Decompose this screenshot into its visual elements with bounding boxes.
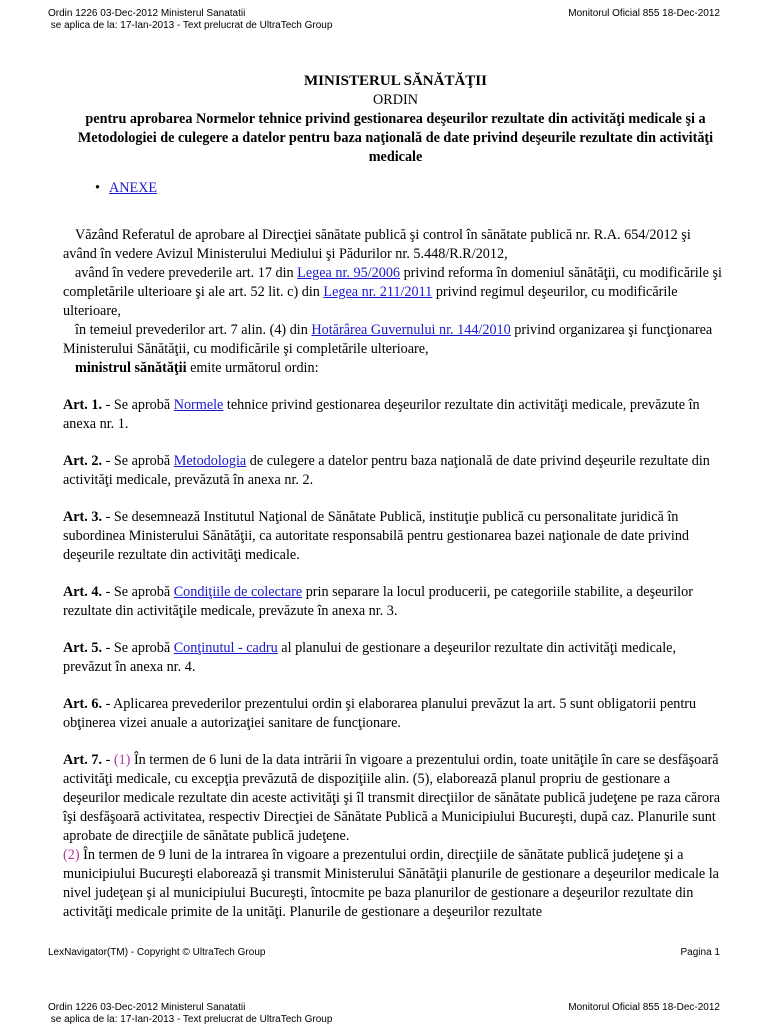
link-legea-95-2006[interactable]: Legea nr. 95/2006 bbox=[297, 265, 401, 281]
page-header-left bbox=[48, 8, 332, 32]
link-legea-211-2011[interactable]: Legea nr. 211/2011 bbox=[323, 284, 433, 300]
article-2 bbox=[63, 452, 728, 490]
article-label: Art. 6. bbox=[63, 696, 103, 712]
article-7-para-1 bbox=[63, 751, 728, 846]
ministry-title: MINISTERUL SĂNĂTĂŢII bbox=[304, 73, 487, 89]
article-1 bbox=[63, 396, 728, 434]
page-footer bbox=[48, 947, 720, 958]
header-applies-from: se aplica de la: 17-Ian-2013 - Text prelucrat de UltraTech Group bbox=[48, 1014, 333, 1025]
document-body bbox=[63, 72, 728, 940]
article-3 bbox=[63, 508, 728, 565]
link-hg-144-2010[interactable]: Hotărârea Guvernului nr. 144/2010 bbox=[311, 322, 511, 338]
article-label: Art. 3. bbox=[63, 509, 103, 525]
footer-page-number: Pagina 1 bbox=[680, 947, 720, 958]
document-subject: pentru aprobarea Normelor tehnice privind gestionarea deşeurilor rezultate din activităţi medicale şi a Metodologiei de culegere a datelor pentru baza naţională de date privind deşeurile rezultate din activităţi medicale bbox=[77, 111, 714, 165]
article-text: În termen de 9 luni de la intrarea în vigoare a prezentului ordin, direcţiile de sănătate publică judeţene şi a municipiului Bucureşti elaborează şi transmit Ministerului Sănătăţii planurile de gestionare a deşeurilor medicale la nivel judeţean şi al municipiului Bucureşti, întocmite pe baza planurilor de gestionare a deşeurilor rezultate din activităţi medicale primite de la unităţi. Planurile de gestionare a deşeurilor rezultate bbox=[63, 847, 719, 920]
article-label: Art. 7. bbox=[63, 752, 103, 768]
preamble-text: în temeiul prevederilor art. 7 alin. (4) din bbox=[75, 322, 312, 338]
article-label: Art. 5. bbox=[63, 640, 103, 656]
preamble-minister bbox=[63, 359, 728, 378]
paragraph-number: (1) bbox=[113, 752, 131, 768]
preamble-hg bbox=[63, 321, 728, 359]
article-text: În termen de 6 luni de la data intrării în vigoare a prezentului ordin, toate unităţile în care se desfăşoară activităţi medicale, cu excepţia prevăzută de dispoziţiile alin. (5), elaborează planul propriu de gestionare a deşeurilor medicale rezultate din aceste activităţi şi îl transmit direcţiilor de sănătate publică judeţene pe raza cărora îşi desfăşoară activitatea, respectiv Direcţiei de Sănătate Publică a Municipiului Bucureşti, după caz. Planurile sunt aprobate de direcţiile de sănătate publică judeţene. bbox=[63, 752, 721, 844]
next-page-header-monitor: Monitorul Oficial 855 18-Dec-2012 bbox=[568, 1002, 720, 1013]
article-6 bbox=[63, 695, 728, 733]
document-type: ORDIN bbox=[373, 92, 418, 108]
article-5 bbox=[63, 639, 728, 677]
next-page-header-left bbox=[48, 1002, 332, 1026]
header-order-info: Ordin 1226 03-Dec-2012 Ministerul Sanatatii bbox=[48, 8, 246, 19]
preamble bbox=[63, 226, 728, 378]
preamble-laws bbox=[63, 264, 728, 321]
article-label: Art. 2. bbox=[63, 453, 103, 469]
link-metodologia[interactable]: Metodologia bbox=[173, 453, 247, 469]
article-text: - bbox=[102, 752, 114, 768]
preamble-text: privind regimul deşeurilor, cu modificările ulterioare, bbox=[63, 284, 678, 319]
header-monitor-oficial: Monitorul Oficial 855 18-Dec-2012 bbox=[568, 8, 720, 19]
preamble-text: privind reforma în domeniul sănătăţii, cu modificările şi completările ulterioare şi ale art. 52 lit. c) din bbox=[63, 265, 722, 300]
article-label: Art. 1. bbox=[63, 397, 103, 413]
article-text: - Se aprobă bbox=[102, 397, 174, 413]
link-normele[interactable]: Normele bbox=[173, 397, 224, 413]
paragraph-number: (2) bbox=[63, 847, 80, 863]
footer-copyright: LexNavigator(TM) - Copyright © UltraTech Group bbox=[48, 947, 266, 958]
article-text: - Se aprobă bbox=[102, 640, 174, 656]
article-7-para-2 bbox=[63, 846, 728, 922]
preamble-text: având în vedere prevederile art. 17 din bbox=[75, 265, 298, 281]
link-conditiile-de-colectare[interactable]: Condiţiile de colectare bbox=[173, 584, 303, 600]
minister-label: ministrul sănătăţii bbox=[75, 360, 187, 376]
preamble-text: privind organizarea şi funcţionarea Ministerului Sănătăţii, cu modificările şi completările ulterioare, bbox=[63, 322, 713, 357]
header-order-info: Ordin 1226 03-Dec-2012 Ministerul Sanatatii bbox=[48, 1002, 246, 1013]
header-applies-from: se aplica de la: 17-Ian-2013 - Text prelucrat de UltraTech Group bbox=[48, 20, 333, 31]
article-text: - Se aprobă bbox=[102, 453, 174, 469]
article-label: Art. 4. bbox=[63, 584, 103, 600]
preamble-text: emite următorul ordin: bbox=[186, 360, 319, 376]
article-4 bbox=[63, 583, 728, 621]
bullet-icon: • bbox=[95, 180, 100, 196]
article-7 bbox=[63, 751, 728, 922]
link-continutul-cadru[interactable]: Conţinutul - cadru bbox=[173, 640, 278, 656]
article-text: tehnice privind gestionarea deşeurilor rezultate din activităţi medicale, prevăzute în anexa nr. 1. bbox=[63, 397, 700, 432]
preamble-referat: Văzând Referatul de aprobare al Direcţiei sănătate publică şi control în sănătate publică nr. R.A. 654/2012 şi având în vedere Avizul Ministerului Mediului şi Pădurilor nr. 5.448/R.R/2012, bbox=[63, 227, 691, 262]
anexe-list bbox=[95, 179, 728, 198]
article-text: - Aplicarea prevederilor prezentului ordin şi elaborarea planului prevăzut la art. 5 sunt obligatorii pentru obţinerea vizei anuale a autorizaţiei sanitare de funcţionare. bbox=[63, 696, 697, 731]
article-text: - Se aprobă bbox=[102, 584, 174, 600]
article-text: - Se desemnează Institutul Naţional de Sănătate Publică, instituţie publică cu personalitate juridică în subordinea Ministerului Sănătăţii, ca autoritate responsabilă pentru gestionarea bazei naţionale de date privind deşeurile rezultate din activităţi medicale. bbox=[63, 509, 690, 563]
article-text: de culegere a datelor pentru baza naţională de date privind deşeurile rezultate din activităţi medicale, prevăzută în anexa nr. 2. bbox=[63, 453, 710, 488]
anexe-link[interactable]: ANEXE bbox=[109, 180, 158, 196]
article-text: prin separare la locul producerii, pe categoriile stabilite, a deşeurilor rezultate din activităţile medicale, prevăzute în anexa nr. 3. bbox=[63, 584, 693, 619]
article-text: al planului de gestionare a deşeurilor rezultate din activităţi medicale, prevăzut în anexa nr. 4. bbox=[63, 640, 677, 675]
